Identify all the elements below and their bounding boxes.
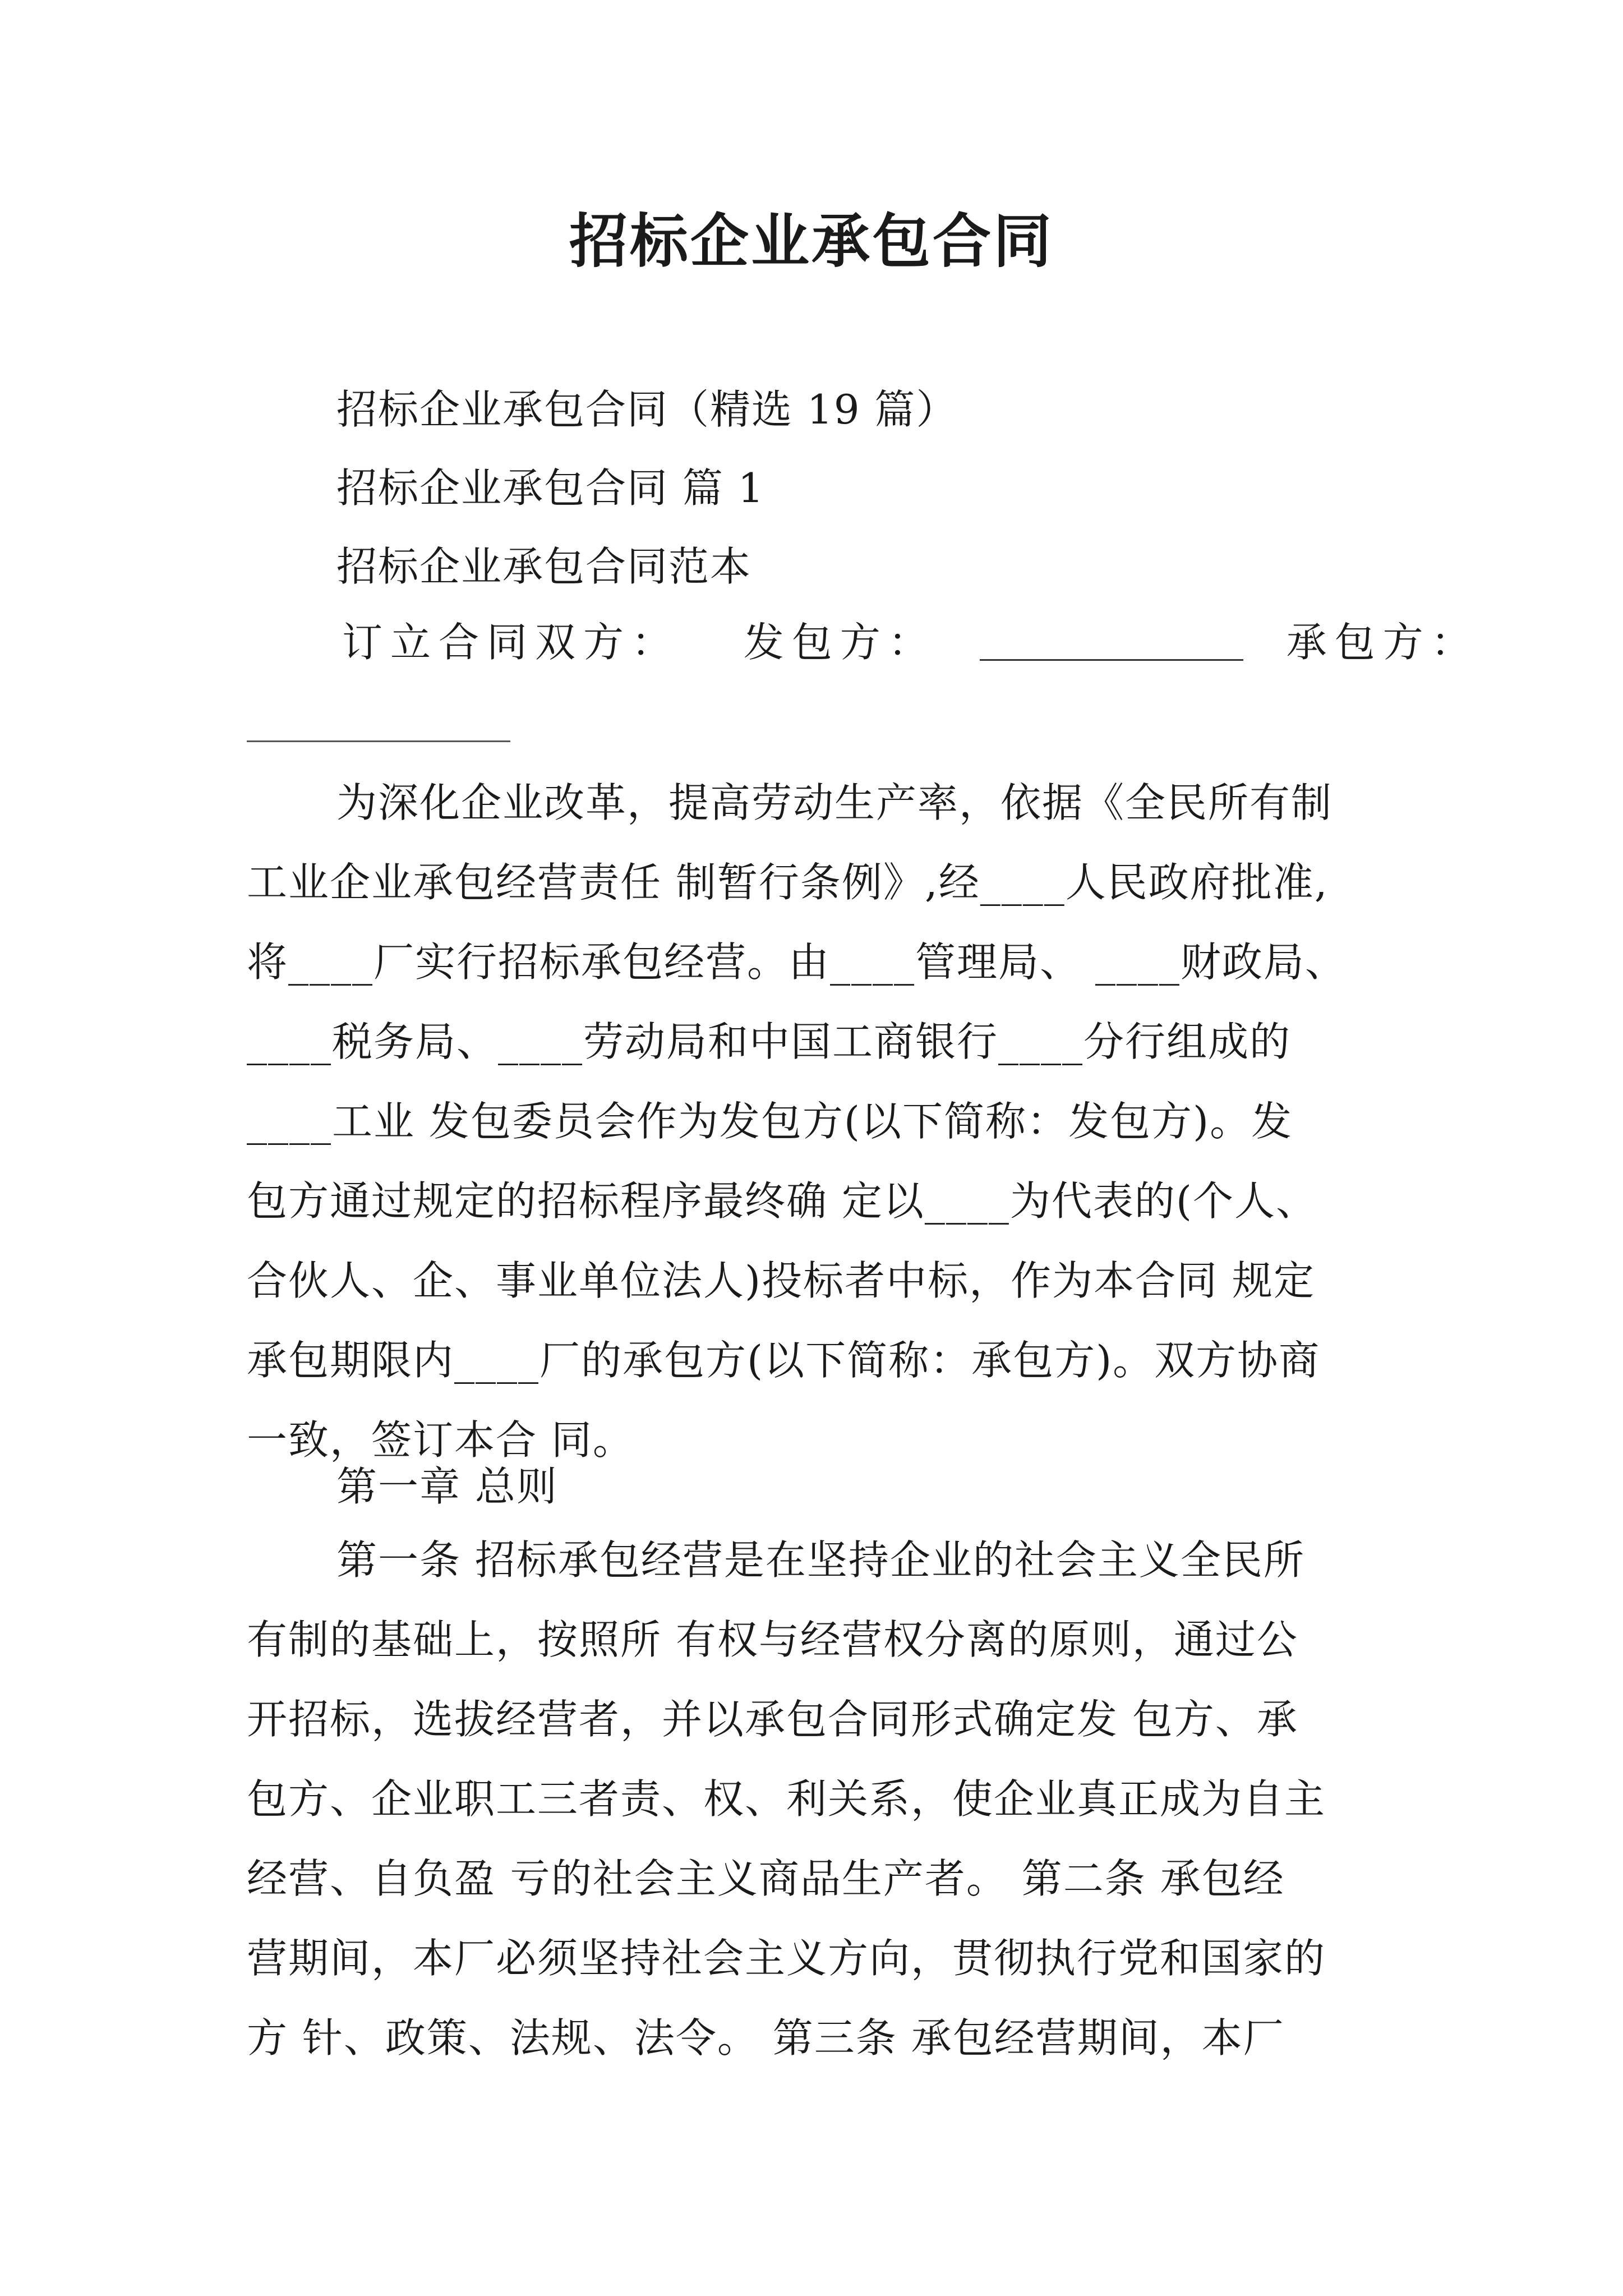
document-title: 招标企业承包合同 [569, 206, 1054, 275]
preamble-line: ____工业 发包委员会作为发包方(以下简称：发包方)。发 [247, 1098, 1293, 1145]
article-line: 开招标，选拔经营者，并以承包合同形式确定发 包方、承 [247, 1696, 1298, 1743]
document-subtitle: 招标企业承包合同（精选 19 篇） [336, 386, 958, 433]
article-line: 包方、企业职工三者责、权、利关系，使企业真正成为自主 [247, 1775, 1326, 1823]
contractor-label: 承包方： [1286, 619, 1479, 666]
parties-label: 订立合同双方： [342, 619, 680, 666]
preamble-line: 包方通过规定的招标程序最终确 定以____为代表的(个人、 [247, 1177, 1317, 1225]
article-line: 方 针、政策、法规、法令。 第三条 承包经营期间，本厂 [247, 2014, 1285, 2062]
preamble-paragraph [247, 763, 1385, 1480]
preamble-line: 承包期限内____厂的承包方(以下简称：承包方)。双方协商 [247, 1337, 1321, 1384]
articles-paragraph [247, 1520, 1385, 2078]
article-line: 营期间，本厂必须坚持社会主义方向，贯彻执行党和国家的 [247, 1935, 1326, 1982]
preamble-line: 将____厂实行招标承包经营。由____管理局、 ____财政局、 [247, 938, 1347, 986]
contractor-blank-field[interactable] [247, 740, 510, 742]
issuer-label: 发包方： [743, 619, 937, 666]
template-title: 招标企业承包合同范本 [336, 543, 752, 590]
article-line: 有制的基础上，按照所 有权与经营权分离的原则，通过公 [247, 1616, 1298, 1663]
preamble-line: 一致，签订本合 同。 [247, 1416, 634, 1464]
preamble-line: 为深化企业改革，提高劳动生产率，依据《全民所有制 [336, 779, 1333, 826]
issuer-blank-field[interactable] [980, 657, 1243, 661]
chapter-heading: 第一章 总则 [336, 1463, 558, 1510]
preamble-line: 合伙人、企、事业单位法人)投标者中标，作为本合同 规定 [247, 1257, 1315, 1304]
preamble-line: ____税务局、____劳动局和中国工商银行____分行组成的 [247, 1018, 1292, 1065]
article-line: 第一条 招标承包经营是在坚持企业的社会主义全民所 [336, 1536, 1305, 1584]
section-heading: 招标企业承包合同 篇 1 [336, 464, 765, 512]
contract-parties-line [342, 614, 1479, 670]
preamble-line: 工业企业承包经营责任 制暂行条例》,经____人民政府批准, [247, 859, 1329, 906]
article-line: 经营、自负盈 亏的社会主义商品生产者。 第二条 承包经 [247, 1855, 1285, 1902]
